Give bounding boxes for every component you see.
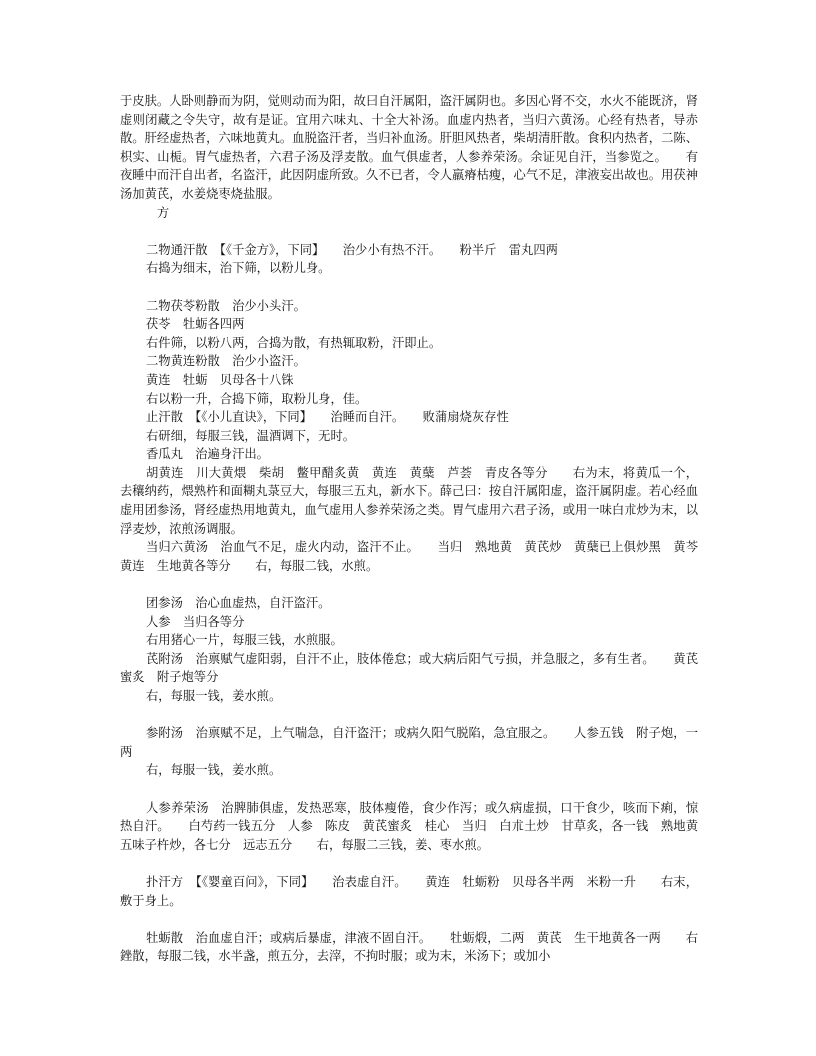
paragraph: 右以粉一升，合捣下筛，取粉儿身，佳。	[146, 391, 368, 406]
document-page	[120, 92, 711, 966]
paragraph-gap	[120, 575, 698, 594]
paragraph-gap	[120, 780, 698, 799]
paragraph: 右用猪心一片，每服三钱，水煎服。	[146, 633, 343, 648]
paragraph-gap	[120, 222, 698, 241]
paragraph: 右件筛，以粉八两，合捣为散，有热辄取粉，汗即止。	[146, 335, 442, 350]
paragraph-gap	[120, 910, 698, 929]
paragraph: 二物茯苓粉散 治少小头汗。	[146, 298, 306, 313]
paragraph: 团参汤 治心血虚热，自汗盗汗。	[146, 596, 331, 611]
paragraph: 二物通汗散 【《千金方》，下同】 治少小有热不汗。 粉半斤 雷丸四两	[146, 242, 558, 257]
paragraph: 止汗散 【《小儿直诀》，下同】 治睡而自汗。 败蒲扇烧灰存性	[146, 410, 509, 425]
paragraph-gap	[120, 854, 698, 873]
paragraph: 二物黄连粉散 治少小盗汗。	[146, 354, 306, 369]
paragraph-gap	[120, 706, 698, 725]
paragraph: 于皮肤。人卧则静而为阴，觉则动而为阳，故曰自汗属阳，盗汗属阴也。多因心肾不交，水火不能既济，肾虚则闭藏之令失守，故有是证。宜用六味丸、十全大补汤。血虚内热者，当归六黄汤。心经有热者，导赤散。肝经虚热者，六味地黄丸。血脱盗汗者，当归补血汤。肝胆风热者，柴胡清肝散。食积内热者，二陈、枳实、山栀。胃气虚热者，六君子汤及浮麦散。血气俱虚者，人参养荣汤。余证见自汗，当参览之。 有夜睡中而汗自出者，名盗汗，此因阴虚所致。久不已者，令人羸瘠枯瘦，心气不足，津液妄出故也。用茯神汤加黄芪，水姜烧枣烧盐服。	[120, 94, 698, 201]
paragraph: 人参 当归各等分	[146, 614, 245, 629]
paragraph-gap	[120, 278, 698, 297]
paragraph: 右，每服一钱，姜水煎。	[146, 763, 282, 778]
paragraph: 茯苓 牡蛎各四两	[146, 317, 245, 332]
paragraph: 右研细，每服三钱，温酒调下，无时。	[146, 428, 356, 443]
paragraph: 人参养荣汤 治脾肺俱虚，发热恶寒，肢体瘦倦，食少作泻；或久病虚损，口干食少，咳而下痢，惊热自汗。 白芍药一钱五分 人参 陈皮 黄芪蜜炙 桂心 当归 白朮土炒 甘草炙，各一钱 熟地黄 五味子杵炒，各七分 远志五分 右，每服二三钱，姜、枣水煎。	[120, 800, 711, 852]
paragraph: 香瓜丸 治遍身汗出。	[146, 447, 269, 462]
paragraph: 牡蛎散 治血虚自汗；或病后暴虚，津液不固自汗。 牡蛎煅，二两 黄芪 生干地黄各一两 右銼散，每服二钱，水半盏，煎五分，去滓，不拘时服；或为末，米汤下；或加小	[120, 930, 698, 964]
paragraph: 右，每服一钱，姜水煎。	[146, 689, 282, 703]
paragraph: 参附汤 治禀赋不足，上气喘急，自汗盗汗；或病久阳气脱陷，急宜服之。 人参五钱 附子炮，一两	[120, 726, 698, 759]
paragraph: 右捣为细末，治下筛，以粉儿身。	[146, 261, 331, 276]
paragraph: 芪附汤 治禀赋气虚阳弱，自汗不止，肢体倦怠；或大病后阳气亏损，并急服之，多有生者。 黄芪蜜炙 附子炮等分	[120, 651, 698, 685]
paragraph: 胡黄连 川大黄煨 柴胡 鳖甲醋炙黄 黄连 黄蘖 芦荟 青皮各等分 右为末，将黄瓜一个，去穰纳药，煨熟杵和面糊丸菉豆大，每服三五丸，新水下。薛己曰：按自汗属阳虚，盗汗属阴虚。若心经血虚用团参汤，肾经虚热用地黄丸，血气虚用人参养荣汤之类。胃气虚用六君子汤，或用一味白朮炒为末，以浮麦炒，浓煎汤调服。	[120, 465, 698, 536]
paragraph: 扑汗方 【《婴童百问》，下同】 治表虚自汗。 黄连 牡蛎粉 贝母各半两 米粉一升 右末，敷于身上。	[120, 874, 698, 908]
paragraph: 黄连 牡蛎 贝母各十八铢	[146, 372, 294, 387]
paragraph: 方	[120, 205, 170, 220]
paragraph: 当归六黄汤 治血气不足，虚火内动，盗汗不止。 当归 熟地黄 黄芪炒 黄蘖已上俱炒黑 黄芩 黄连 生地黄各等分 右，每服二钱，水煎。	[120, 540, 711, 573]
